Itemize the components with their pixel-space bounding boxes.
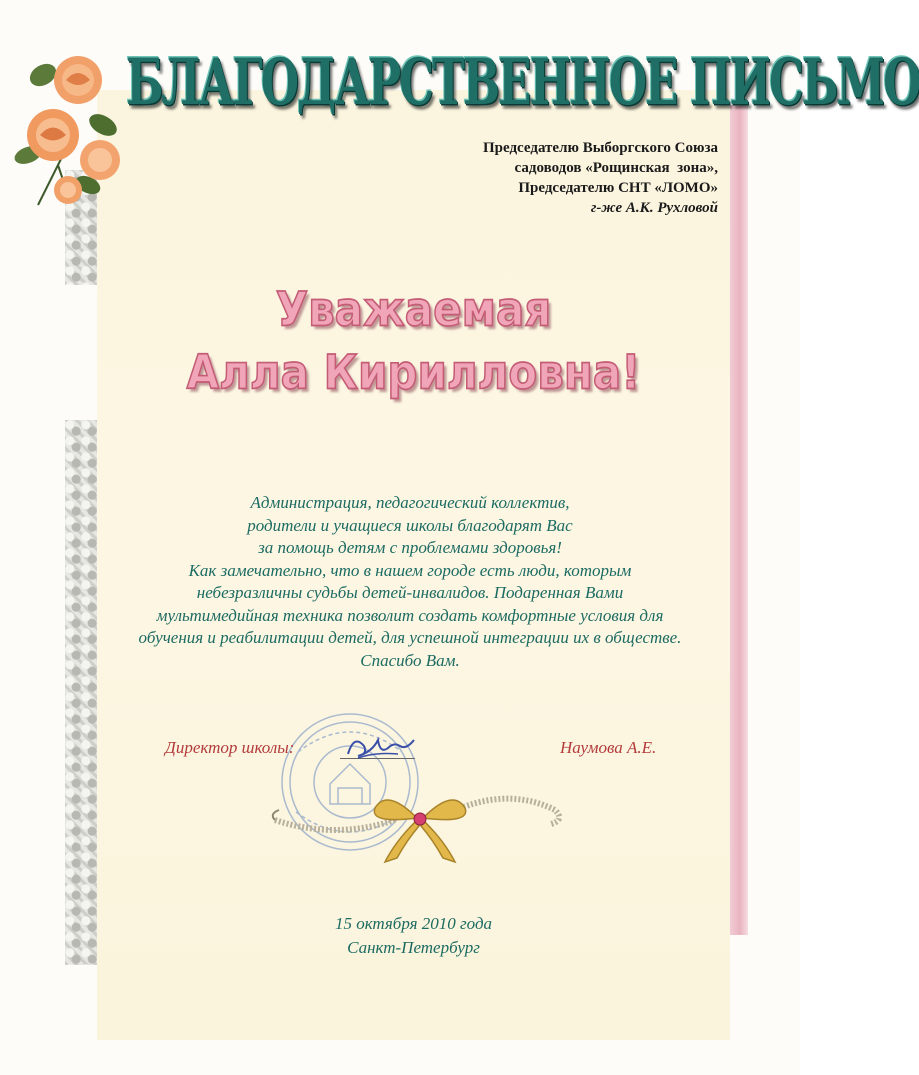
- recipient-line-1: Председателю Выборгского Союза: [483, 140, 718, 156]
- recipient-line-3: Председателю СНТ «ЛОМО»: [518, 180, 718, 196]
- recipient-line-2: садоводов «Рощинская зона»,: [514, 160, 718, 176]
- body-line-4: Как замечательно, что в нашем городе есть люди, которым: [188, 560, 632, 580]
- date-line: 15 октября 2010 года: [334, 914, 493, 933]
- body-line-1: Администрация, педагогический коллектив,: [250, 493, 570, 512]
- recipient-block: [358, 138, 718, 218]
- body-line-7: обучения и реабилитации детей, для успешной интеграции их в обществе.: [138, 628, 682, 647]
- right-decor-strip: [728, 105, 748, 935]
- recipient-line-4: г-же А.К. Рухловой: [590, 200, 718, 216]
- signature-icon: [340, 728, 420, 768]
- date-place-block: [97, 912, 730, 960]
- director-label: Директор школы:: [165, 738, 295, 757]
- director-name: Наумова А.Е.: [560, 738, 657, 757]
- body-line-3: за помощь детям с проблемами здоровья!: [258, 538, 562, 557]
- place-line: Санкт-Петербург: [347, 938, 480, 957]
- left-decor-strip-bottom: [65, 420, 98, 965]
- salutation-line-1: Уважаемая: [275, 282, 552, 337]
- salutation-line-2: Алла Кирилловна!: [186, 345, 641, 400]
- roses-decoration-icon: [8, 35, 138, 215]
- body-line-8: Спасибо Вам.: [360, 650, 460, 670]
- letter-body: [110, 492, 710, 672]
- body-line-6: мультимедийная техника позволит создать комфортные условия для: [156, 605, 664, 625]
- ribbon-bow-icon: [265, 780, 575, 870]
- document-title: БЛАГОДАРСТВЕННОЕ ПИСЬМО: [126, 46, 919, 120]
- body-line-5: небезразличны судьбы детей-инвалидов. Подаренная Вами: [196, 583, 624, 602]
- body-line-2: родители и учащиеся школы благодарят Вас: [247, 515, 573, 535]
